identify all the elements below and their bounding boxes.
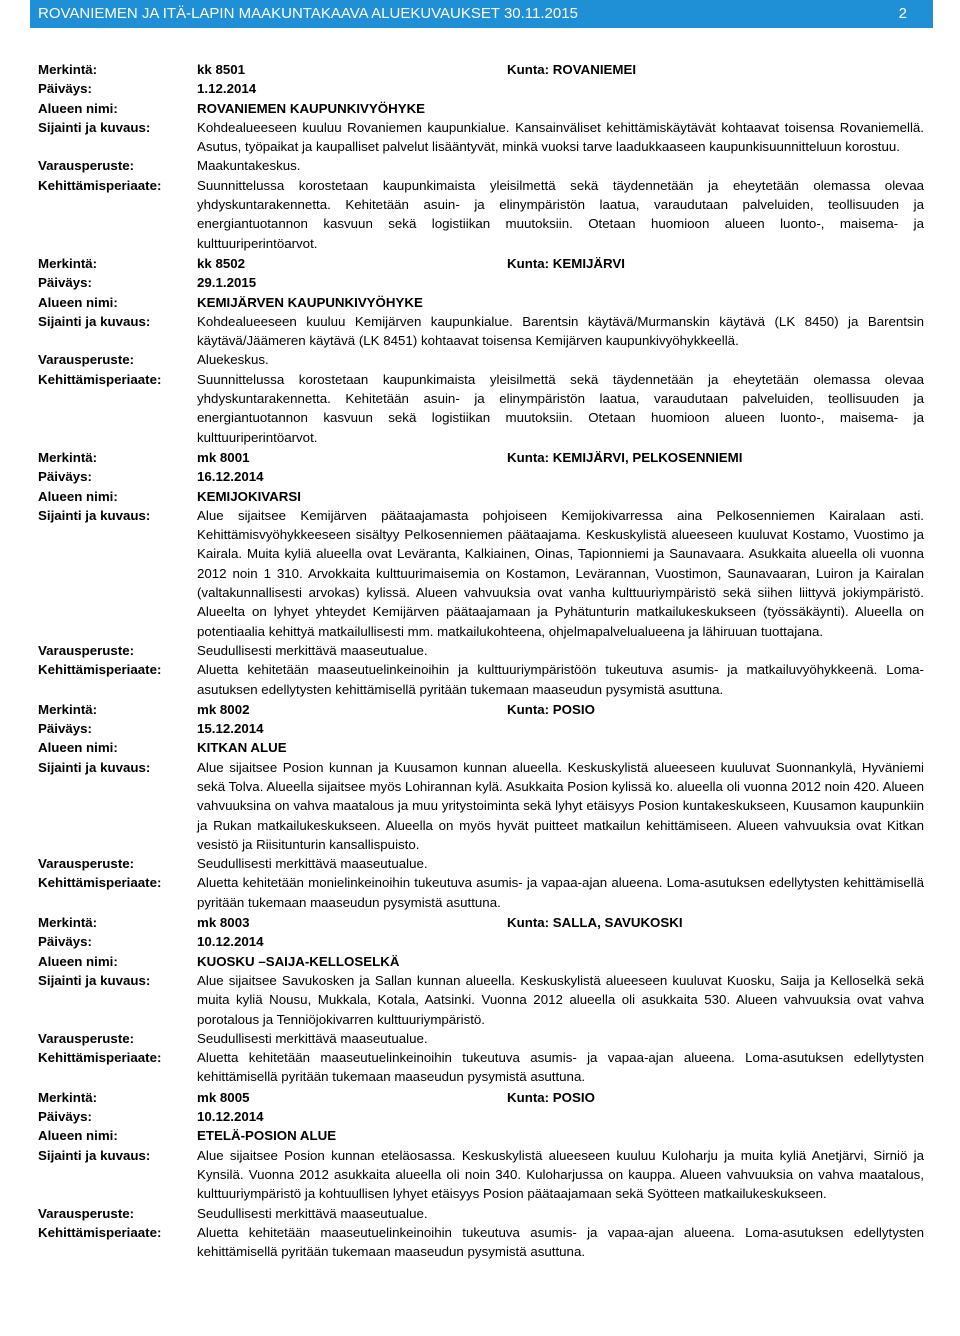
kehittamisperiaate-label: Kehittämisperiaate: — [38, 177, 162, 193]
sijainti-label: Sijainti ja kuvaus: — [38, 759, 151, 775]
merkinta-label: Merkintä: — [38, 915, 98, 931]
alueen-nimi-value: KEMIJOKIVARSI — [197, 488, 301, 504]
paivays-row — [38, 273, 924, 292]
sijainti-row — [38, 312, 924, 351]
varausperuste-value: Seudullisesti merkittävä maaseutualue. — [197, 1030, 428, 1046]
kehittamisperiaate-value: Suunnittelussa korostetaan kaupunkimaista yleisilmettä sekä täydennetään ja eheytetään olemassa olevaa yhdyskuntarakennetta. Kehitetään asuin- ja elinympäristön laatua, varaudutaan palveluiden, teollisuuden ja energiantuotannon kasvuun sekä logistiikan muutoksiin. Otetaan huomioon alueen luonto-, maisema- ja kulttuuriperintöarvot. — [197, 177, 924, 251]
entry-header — [38, 448, 924, 467]
sijainti-value: Alue sijaitsee Kemijärven päätaajamasta pohjoiseen Kemijokivarressa aina Pelkosenniemen Kairalaan asti. Kehittämisvyöhykkeeseen sisältyy Pelkosenniemen päätaajama. Keskuskylistä alueeseen kuuluvat Kostamo, Vuostimo ja Kairala. Muita kyliä alueella ovat Leväranta, Kalkiainen, Oinas, Tapionniemi ja Saunavaara. Asukkaita alueella oli vuonna 2012 noin 1 310. Arvokkaita kulttuurimaisemia on Kostamon, Levärannan, Vuostimon, Saunavaaran, Luiron ja Kairalan (valtakunnallisesti arvokas) kylissä. Alueen vahvuuksia ovat vanha kulttuuriympäristö sekä siihen liittyvä jokiympäristö. Alueelta on lyhyet yhteydet Kemijärven päätaajamaan ja Pyhätunturin matkailukeskukseen (työssäkäynti). Alueella on potentiaalia kehittyä matkailullisesti mm. matkailukohteena, ohjelmapalvelualueena ja lähiruuan tuottajana. — [197, 507, 924, 639]
paivays-row — [38, 79, 924, 98]
entry-header — [38, 254, 924, 273]
alueen-nimi-label: Alueen nimi: — [38, 1128, 118, 1144]
sijainti-row — [38, 758, 924, 854]
paivays-label: Päiväys: — [38, 1109, 92, 1125]
alueen-nimi-label: Alueen nimi: — [38, 953, 118, 969]
sijainti-label: Sijainti ja kuvaus: — [38, 1147, 151, 1163]
sijainti-label: Sijainti ja kuvaus: — [38, 313, 151, 329]
alueen-nimi-label: Alueen nimi: — [38, 740, 118, 756]
entry-header — [38, 1088, 924, 1107]
entry-header — [38, 700, 924, 719]
kunta-value: Kunta: ROVANIEMEI — [507, 62, 637, 77]
varausperuste-label: Varausperuste: — [38, 158, 135, 174]
paivays-value: 10.12.2014 — [197, 934, 264, 950]
kehittamisperiaate-label: Kehittämisperiaate: — [38, 875, 162, 891]
sijainti-value: Alue sijaitsee Posion kunnan eteläosassa. Keskuskylistä alueeseen kuuluu Kuloharju ja muita kyliä Anetjärvi, Sirniö ja Kynsilä. Vuonna 2012 asukkaita alueella oli noin 340. Kuloharjussa on kauppa. Alueen vahvuuksia on vahva maatalous, kulttuuriympäristö ja kohtuullisen lyhyet etäisyys Posion päätaajamaan sekä Syötteen matkailukeskukseen. — [197, 1147, 924, 1202]
varausperuste-label: Varausperuste: — [38, 1030, 135, 1046]
entry — [38, 448, 924, 699]
sijainti-value: Kohdealueeseen kuuluu Kemijärven kaupunkialue. Barentsin käytävä/Murmanskin käytävä (LK 8450) ja Barentsin käytävä/Jäämeren käytävä (LK 8451) kohtaavat toisensa Kemijärven kaupunkivyöhykkeellä. — [197, 313, 924, 349]
kunta-value: Kunta: SALLA, SAVUKOSKI — [507, 915, 683, 931]
kehittamisperiaate-row — [38, 1223, 924, 1262]
varausperuste-row — [38, 350, 924, 369]
alueen-nimi-value: KITKAN ALUE — [197, 740, 287, 756]
kehittamisperiaate-row — [38, 176, 924, 253]
paivays-row — [38, 719, 924, 738]
alueen-nimi-row — [38, 293, 924, 312]
page-number: 2 — [898, 5, 907, 22]
varausperuste-row — [38, 1204, 924, 1223]
sijainti-row — [38, 506, 924, 641]
varausperuste-label: Varausperuste: — [38, 856, 135, 872]
entry-header — [38, 60, 924, 79]
kunta-value: Kunta: KEMIJÄRVI, PELKOSENNIEMI — [507, 449, 743, 465]
alueen-nimi-value: KEMIJÄRVEN KAUPUNKIVYÖHYKE — [197, 294, 423, 310]
merkinta-value: mk 8005 — [197, 1089, 250, 1105]
varausperuste-row — [38, 641, 924, 660]
kehittamisperiaate-row — [38, 660, 924, 699]
varausperuste-label: Varausperuste: — [38, 1205, 135, 1221]
paivays-row — [38, 1107, 924, 1126]
paivays-value: 29.1.2015 — [197, 275, 257, 291]
sijainti-row — [38, 118, 924, 157]
varausperuste-row — [38, 1029, 924, 1048]
varausperuste-row — [38, 854, 924, 873]
merkinta-value: kk 8501 — [197, 62, 246, 77]
sijainti-value: Kohdealueeseen kuuluu Rovaniemen kaupunkialue. Kansainväliset kehittämiskäytävät kohtaavat toisensa Rovaniemellä. Asutus, työpaikat ja kaupalliset palvelut lisääntyvät, minkä vuoksi tarve laadukkaaseen kaupunkisuunnitteluun korostuu. — [197, 119, 924, 155]
paivays-value: 15.12.2014 — [197, 721, 264, 737]
sijainti-label: Sijainti ja kuvaus: — [38, 507, 151, 523]
sijainti-label: Sijainti ja kuvaus: — [38, 972, 151, 988]
kehittamisperiaate-label: Kehittämisperiaate: — [38, 371, 162, 387]
document-header — [30, 0, 933, 28]
paivays-row — [38, 467, 924, 486]
kehittamisperiaate-row — [38, 873, 924, 912]
paivays-label: Päiväys: — [38, 275, 92, 291]
entries-list — [38, 60, 924, 1262]
entry — [38, 60, 924, 253]
merkinta-label: Merkintä: — [38, 1089, 98, 1105]
kehittamisperiaate-value: Aluetta kehitetään maaseutuelinkeinoihin tukeutuva asumis- ja vapaa-ajan alueena. Loma-asutuksen edellytysten kehittämisellä pyritään tukemaan maaseudun pysymistä asuttuna. — [197, 1050, 924, 1085]
paivays-value: 1.12.2014 — [197, 81, 257, 97]
paivays-label: Päiväys: — [38, 934, 92, 950]
kehittamisperiaate-row — [38, 1048, 924, 1087]
alueen-nimi-value: KUOSKU –SAIJA-KELLOSELKÄ — [197, 953, 400, 969]
alueen-nimi-row — [38, 1126, 924, 1145]
alueen-nimi-row — [38, 99, 924, 118]
merkinta-label: Merkintä: — [38, 255, 98, 271]
kehittamisperiaate-label: Kehittämisperiaate: — [38, 1050, 162, 1066]
entry — [38, 913, 924, 1087]
alueen-nimi-row — [38, 952, 924, 971]
paivays-value: 10.12.2014 — [197, 1109, 264, 1125]
kehittamisperiaate-label: Kehittämisperiaate: — [38, 1224, 162, 1240]
merkinta-value: mk 8003 — [197, 915, 250, 931]
varausperuste-label: Varausperuste: — [38, 642, 135, 658]
alueen-nimi-value: ROVANIEMEN KAUPUNKIVYÖHYKE — [197, 100, 426, 116]
sijainti-row — [38, 971, 924, 1029]
paivays-row — [38, 932, 924, 951]
entry — [38, 254, 924, 447]
alueen-nimi-row — [38, 487, 924, 506]
kehittamisperiaate-value: Aluetta kehitetään maaseutuelinkeinoihin tukeutuva asumis- ja vapaa-ajan alueena. Loma-asutuksen edellytysten kehittämisellä pyritään tukemaan maaseudun pysymistä asuttuna. — [197, 1224, 924, 1260]
alueen-nimi-label: Alueen nimi: — [38, 488, 118, 504]
merkinta-value: mk 8001 — [197, 449, 250, 465]
kehittamisperiaate-value: Aluetta kehitetään maaseutuelinkeinoihin ja kulttuuriympäristöön tukeutuva asumis- ja matkailuvyöhykkeenä. Loma-asutuksen edellytysten kehittämisellä pyritään tukemaan maaseudun pysymistä asuttuna. — [197, 662, 924, 697]
paivays-label: Päiväys: — [38, 81, 92, 97]
entry — [38, 700, 924, 912]
alueen-nimi-row — [38, 738, 924, 757]
kunta-value: Kunta: KEMIJÄRVI — [507, 255, 625, 271]
paivays-value: 16.12.2014 — [197, 469, 264, 485]
varausperuste-value: Seudullisesti merkittävä maaseutualue. — [197, 642, 428, 658]
kehittamisperiaate-value: Aluetta kehitetään monielinkeinoihin tukeutuva asumis- ja vapaa-ajan alueena. Loma-asutuksen edellytysten kehittämisellä pyritään tukemaan maaseudun pysymistä asuttuna. — [197, 875, 924, 910]
sijainti-row — [38, 1146, 924, 1204]
alueen-nimi-label: Alueen nimi: — [38, 100, 118, 116]
sijainti-value: Alue sijaitsee Posion kunnan ja Kuusamon kunnan alueella. Keskuskylistä alueeseen kuuluvat Suonnankylä, Hyväniemi sekä Tolva. Alueella sijaitsee myös Lohirannan kylä. Asukkaita Posion kylissä ko. alueella oli vuonna 2012 noin 420. Alueen vahvuuksina on vahva maatalous ja muu yritystoiminta sekä lyhyt etäisyys Posion kuntakeskukseen, Kuusamon kaupunkiin ja Rukan matkailukeskukseen. Alueella on myös hyvät puitteet matkailun kehittämiseen. Alueen vahvuuksia ovat Kitkan vesistö ja Riisitunturin kansallispuisto. — [197, 759, 924, 852]
merkinta-label: Merkintä: — [38, 62, 98, 77]
varausperuste-value: Seudullisesti merkittävä maaseutualue. — [197, 856, 428, 872]
varausperuste-label: Varausperuste: — [38, 352, 135, 368]
varausperuste-value: Seudullisesti merkittävä maaseutualue. — [197, 1205, 428, 1221]
merkinta-value: kk 8502 — [197, 255, 246, 271]
kehittamisperiaate-row — [38, 370, 924, 447]
merkinta-label: Merkintä: — [38, 701, 98, 717]
varausperuste-value: Aluekeskus. — [197, 352, 269, 368]
sijainti-value: Alue sijaitsee Savukosken ja Sallan kunnan alueella. Keskuskylistä alueeseen kuuluvat Kuosku, Saija ja Kelloselkä sekä muita kyliä Nousu, Mukkala, Kotala, Aatsinki. Vuonna 2012 alueella oli asukkaita 530. Alueen vahvuuksia ovat vahva porotalous ja Tenniöjokivarren kulttuuriympäristö. — [197, 972, 924, 1027]
entry-header — [38, 913, 924, 932]
varausperuste-value: Maakuntakeskus. — [197, 158, 301, 174]
merkinta-value: mk 8002 — [197, 701, 250, 717]
sijainti-label: Sijainti ja kuvaus: — [38, 119, 151, 135]
kehittamisperiaate-label: Kehittämisperiaate: — [38, 662, 162, 678]
kehittamisperiaate-value: Suunnittelussa korostetaan kaupunkimaista yleisilmettä sekä täydennetään ja eheytetään olemassa olevaa yhdyskuntarakennetta. Kehitetään asuin- ja elinympäristön laatua, varaudutaan palveluiden, teollisuuden ja energiantuotannon kasvuun sekä logistiikan muutoksiin. Otetaan huomioon alueen luonto-, maisema- ja kulttuuriperintöarvot. — [197, 371, 924, 445]
merkinta-label: Merkintä: — [38, 449, 98, 465]
varausperuste-row — [38, 156, 924, 175]
paivays-label: Päiväys: — [38, 469, 92, 485]
entry — [38, 1088, 924, 1262]
alueen-nimi-value: ETELÄ-POSION ALUE — [197, 1128, 337, 1144]
paivays-label: Päiväys: — [38, 721, 92, 737]
document-title: ROVANIEMEN JA ITÄ-LAPIN MAAKUNTAKAAVA ALUEKUVAUKSET 30.11.2015 — [38, 5, 578, 22]
kunta-value: Kunta: POSIO — [507, 1089, 595, 1105]
kunta-value: Kunta: POSIO — [507, 701, 595, 717]
alueen-nimi-label: Alueen nimi: — [38, 294, 118, 310]
